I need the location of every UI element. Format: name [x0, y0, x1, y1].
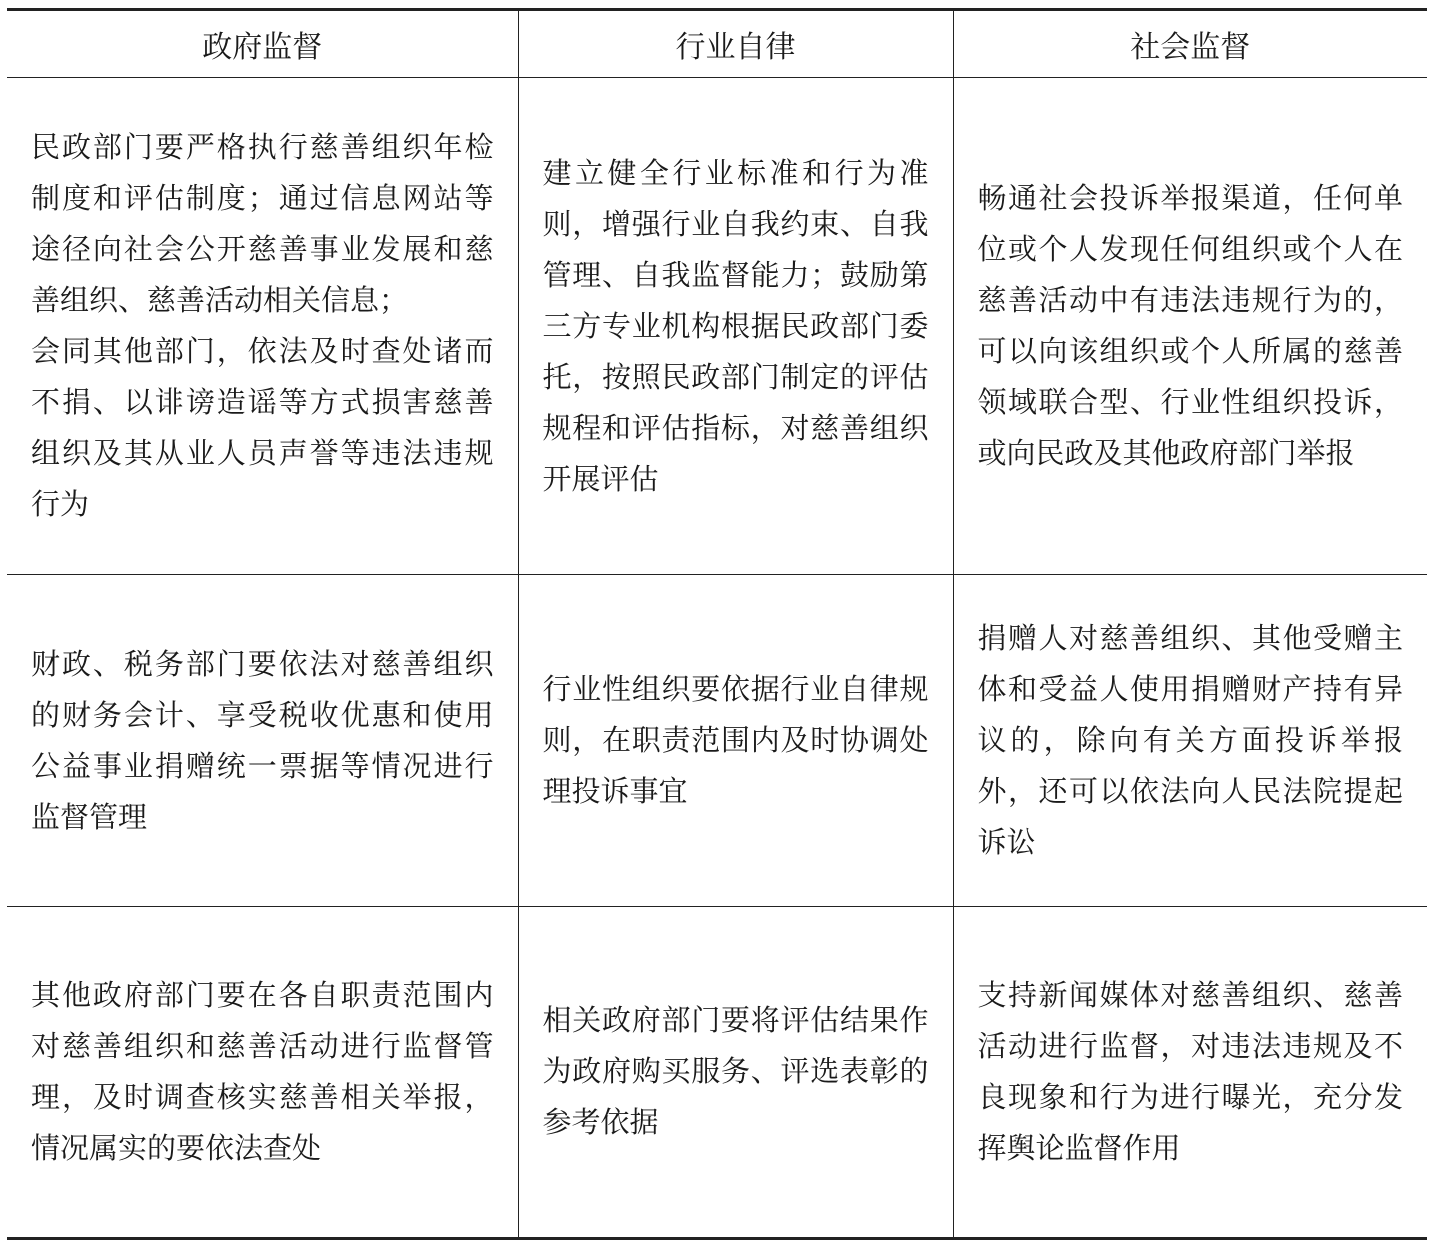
table-cell: 相关政府部门要将评估结果作为政府购买服务、评选表彰的参考依据 [518, 906, 953, 1238]
header-social-supervision: 社会监督 [953, 10, 1427, 78]
header-industry-self-discipline: 行业自律 [518, 10, 953, 78]
header-row [7, 10, 1427, 78]
table-row [7, 906, 1427, 1238]
table-row [7, 575, 1427, 906]
table-cell: 行业性组织要依据行业自律规则，在职责范围内及时协调处理投诉事宜 [518, 575, 953, 906]
table-cell: 民政部门要严格执行慈善组织年检制度和评估制度；通过信息网站等途径向社会公开慈善事业发展和慈善组织、慈善活动相关信息； 会同其他部门，依法及时查处诸而不捐、以诽谤造谣等方式损害慈善组织及其从业人员声誉等违法违规行为 [7, 78, 518, 575]
table-cell: 财政、税务部门要依法对慈善组织的财务会计、享受税收优惠和使用公益事业捐赠统一票据等情况进行监督管理 [7, 575, 518, 906]
supervision-table-container [7, 8, 1427, 1240]
supervision-table [7, 8, 1427, 1240]
table-cell: 其他政府部门要在各自职责范围内对慈善组织和慈善活动进行监督管理，及时调查核实慈善相关举报，情况属实的要依法查处 [7, 906, 518, 1238]
table-cell: 建立健全行业标准和行为准则，增强行业自我约束、自我管理、自我监督能力；鼓励第三方专业机构根据民政部门委托，按照民政部门制定的评估规程和评估指标，对慈善组织开展评估 [518, 78, 953, 575]
table-cell: 支持新闻媒体对慈善组织、慈善活动进行监督，对违法违规及不良现象和行为进行曝光，充分发挥舆论监督作用 [953, 906, 1427, 1238]
table-cell: 捐赠人对慈善组织、其他受赠主体和受益人使用捐赠财产持有异议的，除向有关方面投诉举报外，还可以依法向人民法院提起诉讼 [953, 575, 1427, 906]
table-row [7, 78, 1427, 575]
table-cell: 畅通社会投诉举报渠道，任何单位或个人发现任何组织或个人在慈善活动中有违法违规行为的，可以向该组织或个人所属的慈善领域联合型、行业性组织投诉，或向民政及其他政府部门举报 [953, 78, 1427, 575]
header-government-supervision: 政府监督 [7, 10, 518, 78]
